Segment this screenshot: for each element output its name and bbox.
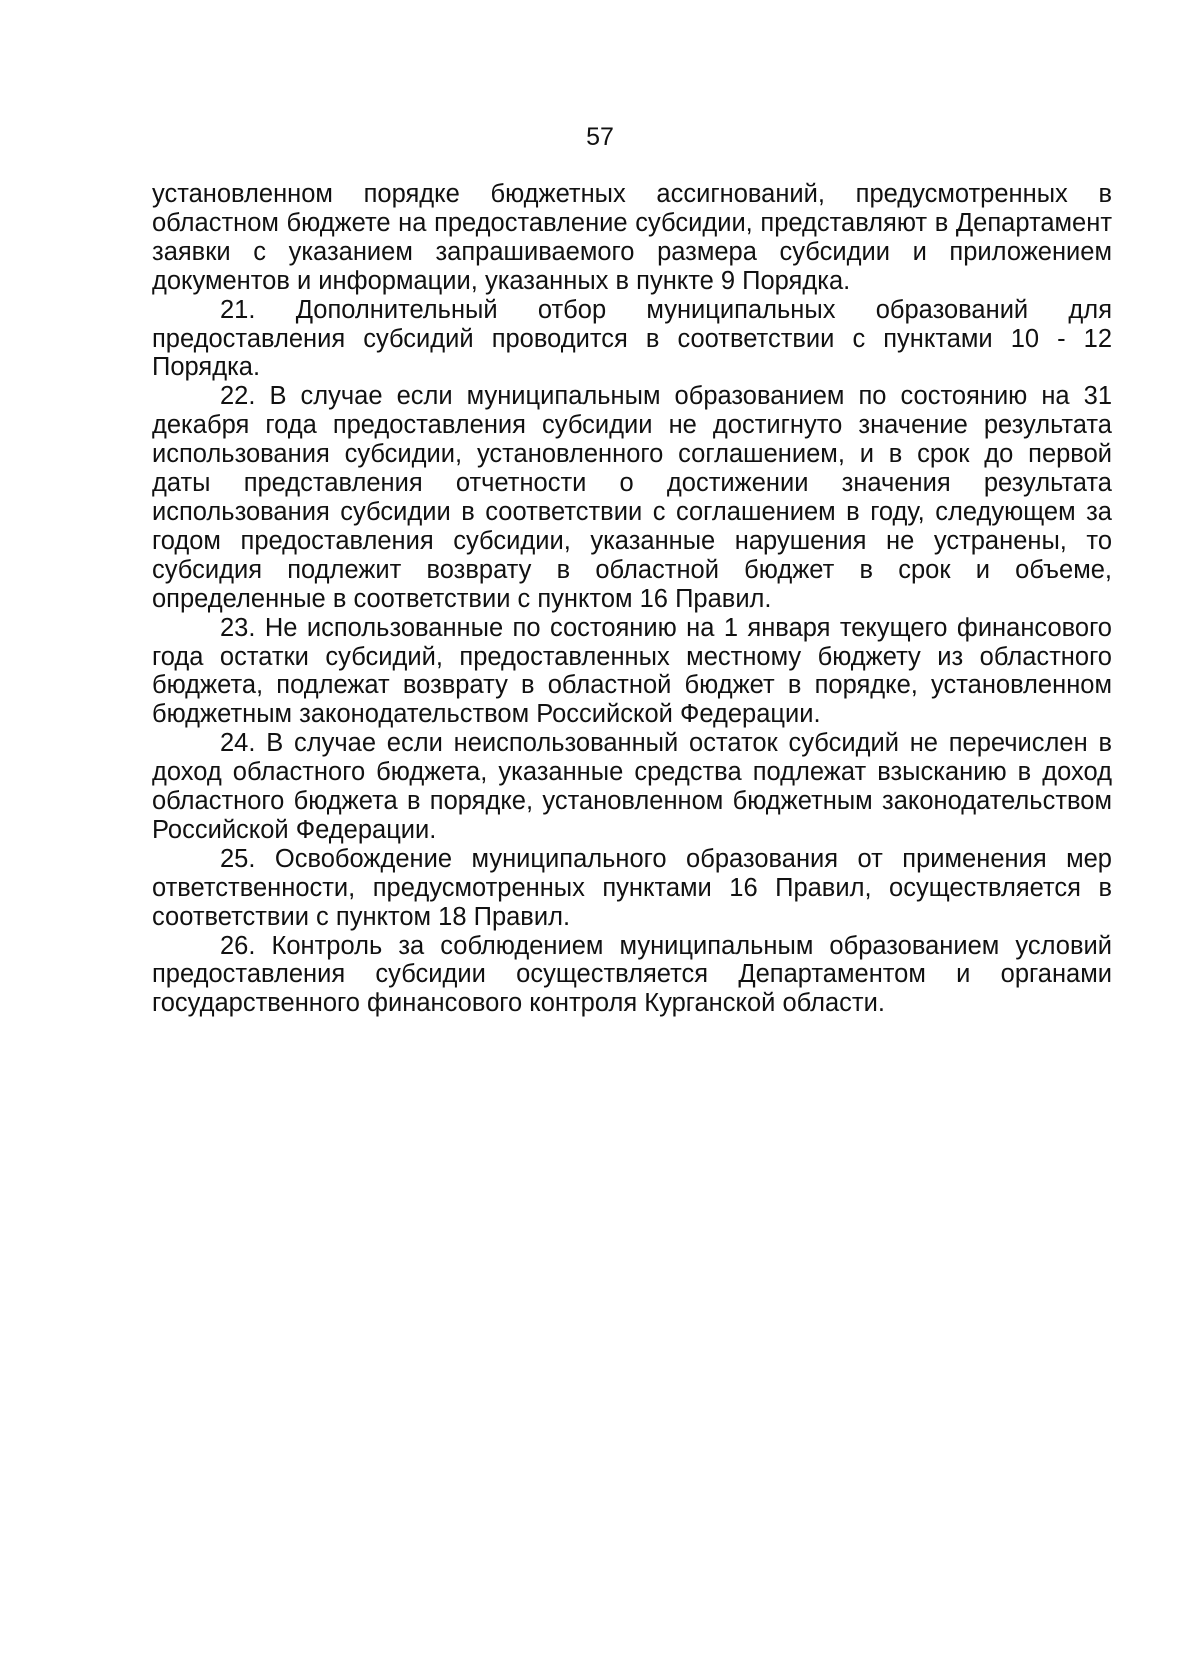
paragraph-24: 24. В случае если неиспользованный остаток субсидий не перечислен в доход областного бюджета, указанные средства подлежат взысканию в доход областного бюджета в порядке, установленном бюджетным законодательством Российской Федерации.: [152, 729, 1112, 844]
paragraph-26: 26. Контроль за соблюдением муниципальным образованием условий предоставления субсидии осуществляется Департаментом и органами государственного финансового контроля Курганской области.: [152, 931, 1112, 1018]
paragraph-25: 25. Освобождение муниципального образования от применения мер ответственности, предусмотренных пунктами 16 Правил, осуществляется в соответствии с пунктом 18 Правил.: [152, 844, 1112, 931]
paragraph-continuation: установленном порядке бюджетных ассигнований, предусмотренных в областном бюджете на предоставление субсидии, представляют в Департамент заявки с указанием запрашиваемого размера субсидии и приложением документов и информации, указанных в пункте 9 Порядка.: [152, 180, 1112, 295]
page-number: 57: [586, 123, 614, 151]
paragraph-22: 22. В случае если муниципальным образованием по состоянию на 31 декабря года предоставления субсидии не достигнуто значение результата использования субсидии, установленного соглашением, и в срок до первой даты представления отчетности о достижении значения результата использования субсидии в соответствии с соглашением в году, следующем за годом предоставления субсидии, указанные нарушения не устранены, то субсидия подлежит возврату в областной бюджет в срок и объеме, определенные в соответствии с пунктом 16 Правил.: [152, 382, 1112, 613]
document-body: [152, 180, 1112, 1018]
paragraph-21: 21. Дополнительный отбор муниципальных образований для предоставления субсидий проводится в соответствии с пунктами 10 - 12 Порядка.: [152, 295, 1112, 382]
paragraph-23: 23. Не использованные по состоянию на 1 января текущего финансового года остатки субсидий, предоставленных местному бюджету из областного бюджета, подлежат возврату в областной бюджет в порядке, установленном бюджетным законодательством Российской Федерации.: [152, 613, 1112, 729]
